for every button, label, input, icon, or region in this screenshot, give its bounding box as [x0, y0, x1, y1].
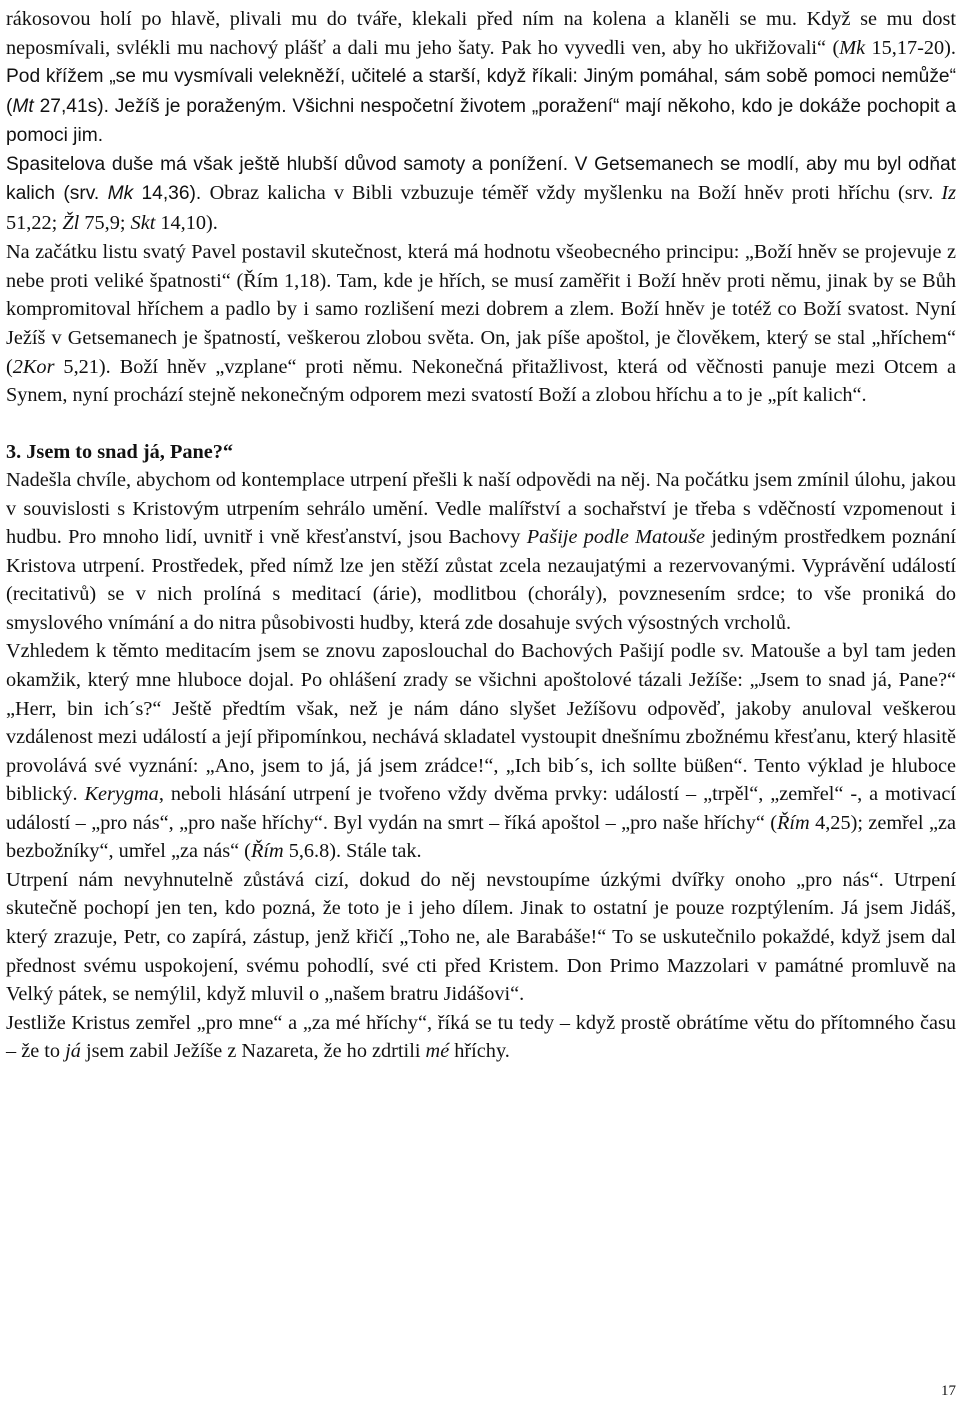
- text-run: 4,25); zemřel „za bezbožníky“, umřel „za nás“ (: [6, 811, 956, 863]
- bible-reference: Žl: [62, 211, 80, 234]
- text-run: 51,22;: [6, 211, 63, 234]
- paragraph-3: [6, 238, 956, 409]
- paragraph-2: [6, 151, 956, 239]
- bible-reference: Mt: [12, 95, 34, 117]
- text-run: 14,36).: [133, 183, 210, 205]
- emphasis: mé: [425, 1040, 450, 1063]
- paragraph-4: [6, 466, 956, 637]
- text-run: rákosovou holí po hlavě, plivali mu do tváře, klekali před ním na kolena a klaněli se mu. Když se mu dost neposmívali, svlékli mu nachový plášť a dali mu jeho šaty. Pak ho vyvedli ven, aby ho ukřižovali“ (: [6, 8, 956, 59]
- bible-reference: Mk: [107, 183, 134, 205]
- paragraph-5: [6, 637, 956, 865]
- bible-reference: Iz: [941, 182, 956, 205]
- bible-reference: Řím: [250, 840, 284, 863]
- paragraph-7: [6, 1009, 956, 1066]
- bible-reference: Mk: [839, 36, 866, 59]
- document-page: [6, 5, 956, 1066]
- text-run: 5,6.8). Stále tak.: [283, 840, 422, 863]
- text-run: hříchy.: [449, 1040, 510, 1063]
- paragraph-1: [6, 5, 956, 151]
- text-run: Obraz kalicha v Bibli vzbuzuje téměř vždy myšlenku na Boží hněv proti hříchu (srv.: [209, 182, 942, 205]
- text-run: Jestliže Kristus zemřel „pro mne“ a „za mé hříchy“, říká se tu tedy – když prostě obrátíme větu do přítomného času – že to: [6, 1011, 956, 1063]
- text-run: 14,10).: [155, 211, 218, 234]
- text-run: 27,41s). Ježíš je poraženým. Všichni nespočetní životem „poražení“ mají někoho, kdo je dokáže pochopit a pomoci jim.: [6, 95, 956, 147]
- bible-reference: Skt: [130, 211, 156, 234]
- emphasis: já: [65, 1040, 81, 1063]
- section-heading: 3. Jsem to snad já, Pane?“: [6, 440, 234, 463]
- text-run: Spasitelova duše má však ještě hlubší důvod samoty a ponížení. V Getsemanech se modlí, aby mu byl odňat kalich (srv.: [6, 153, 956, 205]
- text-run: Pod křížem „se mu vysmívali velekněží, učitelé a starší, když říkali: Jiným pomáhal, sám sobě pomoci nemůže“ (: [6, 66, 956, 117]
- text-run: jsem zabil Ježíše z Nazareta, že ho zdrtili: [80, 1040, 426, 1063]
- text-run: 75,9;: [79, 211, 131, 234]
- text-run: Utrpení nám nevyhnutelně zůstává cizí, dokud do něj nevstoupíme úzkými dvířky onoho „pro nás“. Utrpení skutečně pochopí jen ten, kdo pozná, že toto je i jeho dílem. Jinak to ostatní je pouze rozptýlením. Já jsem Jidáš, který zrazuje, Petr, co zapírá, zástup, jenž křičí „Toho ne, ale Barabáše!“ To se uskutečnilo pokaždé, když jsem dal přednost svému uspokojení, svému pohodlí, své cti před Kristem. Don Primo Mazzolari v památné promluvě na Velký pátek, se nemýlil, když mluvil o „našem bratru Jidášovi“.: [6, 868, 956, 1006]
- text-run: jediným prostředkem poznání Kristova utrpení. Prostředek, před nímž lze jen stěží zůstat zcela nezaujatými a rezervovanými. Vyprávění událostí (recitativů) se v nich prolíná s meditací (árie), modlitbou (chorály), povznesením srdce; to vše proniká do smyslového vnímání a do nitra působivosti hudby, která zde dosahuje svých výsostných vrcholů.: [6, 526, 956, 634]
- bible-reference: Řím: [777, 811, 810, 834]
- text-run: Nadešla chvíle, abychom od kontemplace utrpení přešli k naší odpovědi na něj. Na počátku jsem zmínil úlohu, jakou v souvislosti s Kristovým utrpením sehrálo umění. Vedle malířství a sochařství je třeba s vděčností vzpomenout i hudbu. Pro mnoho lidí, uvnitř i vně křesťanství, jsou Bachovy: [6, 469, 956, 549]
- text-run: 5,21). Boží hněv „vzplane“ proti němu. Nekonečná přitažlivost, která od věčnosti panuje mezi Otcem a Synem, nyní prochází stejně nekonečným odporem mezi svatostí Boží a zlobou hříchu a to je „pít kalich“.: [6, 355, 956, 407]
- work-title: Pašije podle Matouše: [526, 526, 705, 549]
- page-number: 17: [941, 1383, 956, 1399]
- term: Kerygma: [84, 783, 159, 806]
- text-run: Vzhledem k těmto meditacím jsem se znovu zaposlouchal do Bachových Pašijí podle sv. Matouše a byl tam jeden okamžik, který mne hluboce dojal. Po ohlášení zrady se všichni apoštolové tázali Ježíše: „Jsem to snad já, Pane?“ „Herr, bin ich´s?“ Ještě předtím však, než je nám dáno slyšet Ježíšovu odpověď, jakoby anuloval veškerou vzdálenost mezi událostí a její připomínkou, nechává skladatel vystoupit dnešnímu zbožnému křesťanu, který hlasitě provolává své vyznání: „Ano, jsem to já, já jsem zrádce!“, „Ich bib´s, ich sollte büßen“. Tento výklad je hluboce biblický.: [6, 640, 956, 806]
- text-run: , neboli hlásání utrpení je tvořeno vždy dvěma prvky: událostí – „trpěl“, „zemřel“ -, a motivací událostí – „pro nás“, „pro naše hříchy“. Byl vydán na smrt – říká apoštol – „pro naše hříchy“ (: [6, 783, 956, 834]
- text-run: Na začátku listu svatý Pavel postavil skutečnost, která má hodnotu všeobecného principu: „Boží hněv se projevuje z nebe proti veliké špatnosti“ (Řím 1,18). Tam, kde je hřích, se musí zaměřit i Boží hněv proti němu, jinak by se Bůh kompromitoval hříchem a padlo by i samo rozlišení mezi dobrem a zlem. Boží hněv je totéž co Boží svatost. Nyní Ježíš v Getsemanech je špatností, veškerou zlobou světa. On, jak píše apoštol, je člověkem, který se stal „hříchem“ (: [6, 241, 956, 378]
- bible-reference: 2Kor: [12, 355, 55, 378]
- text-run: 15,17-20).: [865, 36, 957, 59]
- paragraph-6: [6, 866, 956, 1009]
